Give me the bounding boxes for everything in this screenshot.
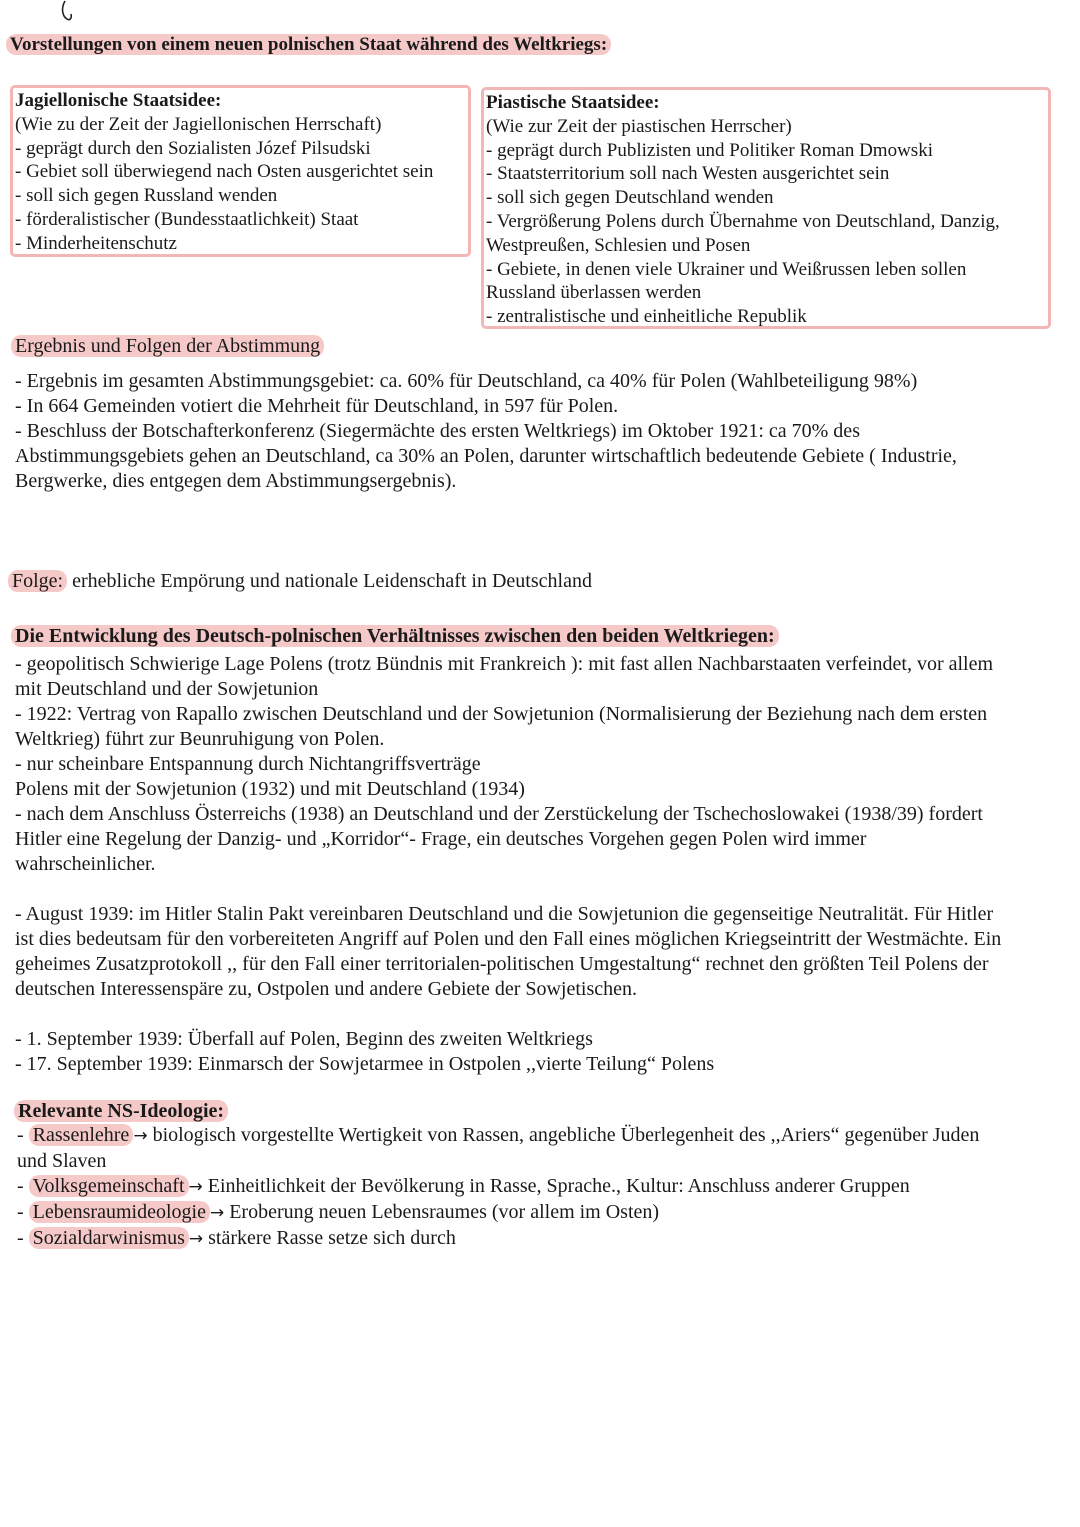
jagiellonian-line: - förderalistischer (Bundesstaatlichkeit) Staat [15,208,359,230]
piastian-line: - geprägt durch Publizisten und Politiker Roman Dmowski [486,139,933,161]
pact-section [15,902,1080,1002]
arrow-right-icon: → [133,1126,148,1146]
ideology-term: Sozialdarwinismus [29,1227,189,1249]
ideology-desc: stärkere Rasse setze sich durch [203,1227,456,1249]
relations-line: Weltkrieg) führt zur Beunruhigung von Polen. [15,728,385,750]
ideology-term: Lebensraumideologie [29,1201,210,1223]
pact-line: geheimes Zusatzprotokoll ,, für den Fall einer territorialen-politischen Umgestaltung“ rechnet den größten Teil Polens der [15,953,989,975]
piastian-line: - Gebiete, in denen viele Ukrainer und Weißrussen leben sollen [486,258,967,280]
arrow-right-icon: → [188,1177,203,1197]
relations-line: - nur scheinbare Entspannung durch Nichtangriffsverträge [15,753,481,775]
vote-line: Abstimmungsgebiets gehen an Deutschland, ca 30% an Polen, darunter wirtschaftlich bedeutende Gebiete ( Industrie, [15,445,957,467]
piastian-line: Westpreußen, Schlesien und Posen [486,234,751,256]
ideology-heading: Relevante NS-Ideologie: [14,1099,228,1124]
jagiellonian-line: - geprägt durch den Sozialisten Józef Pilsudski [15,137,371,159]
piastian-line: - Vergrößerung Polens durch Übernahme von Deutschland, Danzig, [486,210,1000,232]
ideology-item: - Rassenlehre → biologisch vorgestellte Wertigkeit von Rassen, angebliche Überlegenheit des ,,Ariers“ gegenüber Juden [17,1124,980,1146]
page-title: Vorstellungen von einem neuen polnischen Staat während des Weltkriegs: [6,33,611,57]
relations-line: Hitler eine Regelung der Danzig- und „Korridor“- Frage, ein deutsches Vorgehen gegen Polen wird immer [15,828,867,850]
ideology-desc: biologisch vorgestellte Wertigkeit von Rassen, angebliche Überlegenheit des ,,Ariers“ gegenüber Juden [147,1124,980,1146]
piastian-line: - soll sich gegen Deutschland wenden [486,187,774,209]
piastian-line: Russland überlassen werden [486,282,702,304]
relations-heading: Die Entwicklung des Deutsch-polnischen Verhältnisses zwischen den beiden Weltkriegen: [11,624,779,649]
relations-line: Polens mit der Sowjetunion (1932) und mit Deutschland (1934) [15,778,525,800]
pact-line: deutschen Interessenspäre zu, Ostpolen und andere Gebiete der Sowjetischen. [15,978,638,1000]
jagiellonian-line: - soll sich gegen Russland wenden [15,185,278,207]
ideology-term: Volksgemeinschaft [29,1175,189,1197]
ideology-item-cont: und Slaven [17,1150,107,1172]
pact-line: - August 1939: im Hitler Stalin Pakt vereinbaren Deutschland und die Sowjetunion die gegenseitige Neutralität. Für Hitler [15,903,994,925]
vote-line: - Ergebnis im gesamten Abstimmungsgebiet: ca. 60% für Deutschland, ca 40% für Polen (Wahlbeteiligung 98%) [15,370,918,392]
jagiellonian-heading: Jagiellonische Staatsidee: [15,90,222,111]
jagiellonian-line: (Wie zu der Zeit der Jagiellonischen Herrschaft) [15,113,382,135]
pen-scribble-icon [57,0,77,22]
ideology-item: - Volksgemeinschaft → Einheitlichkeit der Bevölkerung in Rasse, Sprache., Kultur: Anschluss anderer Gruppen [17,1175,910,1197]
jagiellonian-box [10,85,471,257]
jagiellonian-line: - Gebiet soll überwiegend nach Osten ausgerichtet sein [15,161,434,183]
piastian-box [481,87,1051,329]
consequence-line [8,569,592,594]
ideology-desc: Eroberung neuen Lebensraumes (vor allem im Osten) [224,1201,660,1223]
ideology-item: - Lebensraumideologie → Eroberung neuen Lebensraumes (vor allem im Osten) [17,1201,660,1223]
piastian-line: - Staatsterritorium soll nach Westen ausgerichtet sein [486,163,890,185]
arrow-right-icon: → [188,1229,204,1249]
arrow-right-icon: → [209,1203,225,1223]
vote-section [15,369,1075,494]
piastian-heading: Piastische Staatsidee: [486,92,660,113]
vote-line: - Beschluss der Botschafterkonferenz (Siegermächte des ersten Weltkriegs) im Oktober 1921: ca 70% des [15,420,860,442]
relations-line: - 1922: Vertrag von Rapallo zwischen Deutschland und der Sowjetunion (Normalisierung der Beziehung nach dem ersten [15,703,988,725]
piastian-line: - zentralistische und einheitliche Republik [486,306,807,328]
war-line: - 1. September 1939: Überfall auf Polen, Beginn des zweiten Weltkriegs [15,1028,593,1050]
war-section [15,1027,714,1077]
relations-line: mit Deutschland und der Sowjetunion [15,678,319,700]
ideology-desc: Einheitlichkeit der Bevölkerung in Rasse, Sprache., Kultur: Anschluss anderer Gruppen [202,1175,910,1197]
jagiellonian-line: - Minderheitenschutz [15,232,177,254]
relations-line: - nach dem Anschluss Österreichs (1938) an Deutschland und der Zerstückelung der Tschechoslowakei (1938/39) fordert [15,803,983,825]
relations-line: wahrscheinlicher. [15,853,156,875]
pact-line: ist dies bedeutsam für den vorbereiteten Angriff auf Polen und den Fall eines möglichen Kriegseintritt der Westmächte. Ein [15,928,1002,950]
ideology-item: - Sozialdarwinismus → stärkere Rasse setze sich durch [17,1227,456,1249]
vote-heading: Ergebnis und Folgen der Abstimmung [11,334,324,359]
relations-line: - geopolitisch Schwierige Lage Polens (trotz Bündnis mit Frankreich ): mit fast allen Nachbarstaaten verfeindet, vor allem [15,653,994,675]
consequence-text: erhebliche Empörung und nationale Leidenschaft in Deutschland [67,570,592,592]
piastian-line: (Wie zur Zeit der piastischen Herrscher) [486,115,792,137]
vote-line: Bergwerke, dies entgegen dem Abstimmungsergebnis). [15,470,457,492]
ideology-term: Rassenlehre [29,1124,134,1146]
war-line: - 17. September 1939: Einmarsch der Sowjetarmee in Ostpolen ,,vierte Teilung“ Polens [15,1053,715,1075]
vote-line: - In 664 Gemeinden votiert die Mehrheit für Deutschland, in 597 für Polen. [15,395,619,417]
consequence-label: Folge: [8,570,67,592]
relations-section [15,652,1080,877]
ideology-list [17,1123,1077,1252]
